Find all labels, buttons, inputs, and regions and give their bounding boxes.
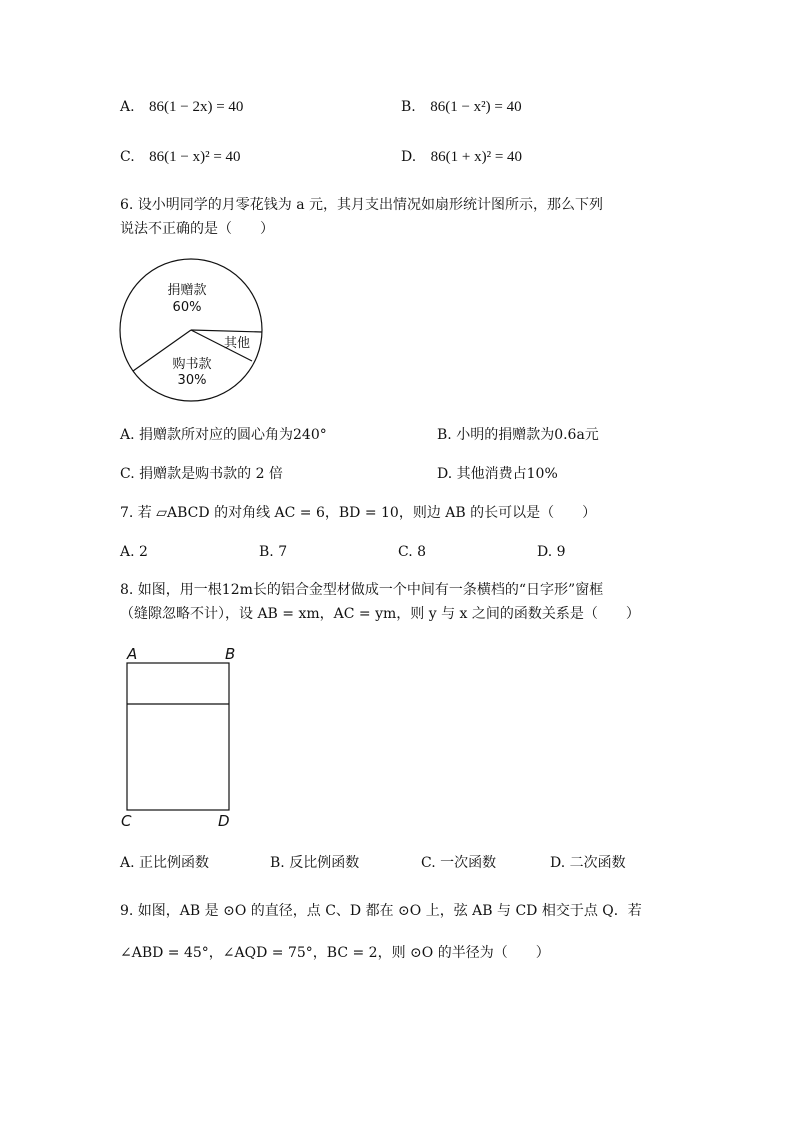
q8-option-b: B. 反比例函数 <box>270 855 360 871</box>
q5-option-a <box>120 98 243 116</box>
q9-stem-line1: 9. 如图，AB 是 ⊙O 的直径，点 C、D 都在 ⊙O 上，弦 AB 与 CD 相交于点 Q．若 <box>120 903 642 919</box>
q5-option-c <box>120 148 241 166</box>
option-expr: 86(1 + x)² = 40 <box>430 149 523 165</box>
q6-stem-line1: 6. 设小明同学的月零花钱为 a 元，其月支出情况如扇形统计图所示，那么下列 <box>120 197 604 213</box>
pie-label-books: 购书款 <box>172 357 212 372</box>
option-label: C. <box>120 149 135 165</box>
pie-value-books: 30% <box>177 373 207 388</box>
q8-option-c: C. 一次函数 <box>421 855 497 871</box>
q6-option-a: A. 捐赠款所对应的圆心角为240° <box>120 427 327 443</box>
window-frame-figure <box>118 645 248 835</box>
pie-chart <box>120 268 270 398</box>
vertex-label-d: D <box>218 812 230 830</box>
q7-option-a: A. 2 <box>120 544 148 560</box>
q7-option-c: C. 8 <box>398 544 427 560</box>
vertex-label-a: A <box>127 645 138 663</box>
option-label: D. <box>401 149 417 165</box>
q7-option-d: D. 9 <box>537 544 566 560</box>
pie-divider-1 <box>191 330 262 332</box>
option-label: B. <box>401 99 416 115</box>
q6-option-b: B. 小明的捐赠款为0.6a元 <box>437 427 599 443</box>
option-label: A. <box>120 99 135 115</box>
pie-value-donation: 60% <box>172 300 202 315</box>
q6-stem-line2: 说法不正确的是（ ） <box>120 221 274 237</box>
frame-outline <box>127 663 229 810</box>
pie-label-donation: 捐赠款 <box>167 283 207 298</box>
option-expr: 86(1 − x)² = 40 <box>149 149 241 165</box>
q5-option-d <box>401 148 522 166</box>
option-expr: 86(1 − x²) = 40 <box>430 99 522 115</box>
vertex-label-b: B <box>225 645 236 663</box>
vertex-label-c: C <box>121 812 132 830</box>
q5-option-b <box>401 98 522 116</box>
q8-option-a: A. 正比例函数 <box>120 855 210 871</box>
q6-option-d: D. 其他消费占10% <box>437 466 558 482</box>
q7-stem: 7. 若 ▱ABCD 的对角线 AC = 6，BD = 10，则边 AB 的长可以是（ ） <box>120 505 597 521</box>
q8-stem-line1: 8. 如图，用一根12m长的铝合金型材做成一个中间有一条横档的“日字形”窗框 <box>120 582 604 598</box>
pie-label-other: 其他 <box>223 336 251 351</box>
q7-option-b: B. 7 <box>259 544 288 560</box>
option-expr: 86(1 − 2x) = 40 <box>149 99 244 115</box>
q9-stem-line2: ∠ABD = 45°，∠AQD = 75°，BC = 2，则 ⊙O 的半径为（ ） <box>120 945 550 961</box>
q8-stem-line2: （缝隙忽略不计），设 AB = xm，AC = ym，则 y 与 x 之间的函数关系是（ ） <box>120 606 640 622</box>
q6-option-c: C. 捐赠款是购书款的 2 倍 <box>120 466 283 482</box>
q8-option-d: D. 二次函数 <box>550 855 626 871</box>
